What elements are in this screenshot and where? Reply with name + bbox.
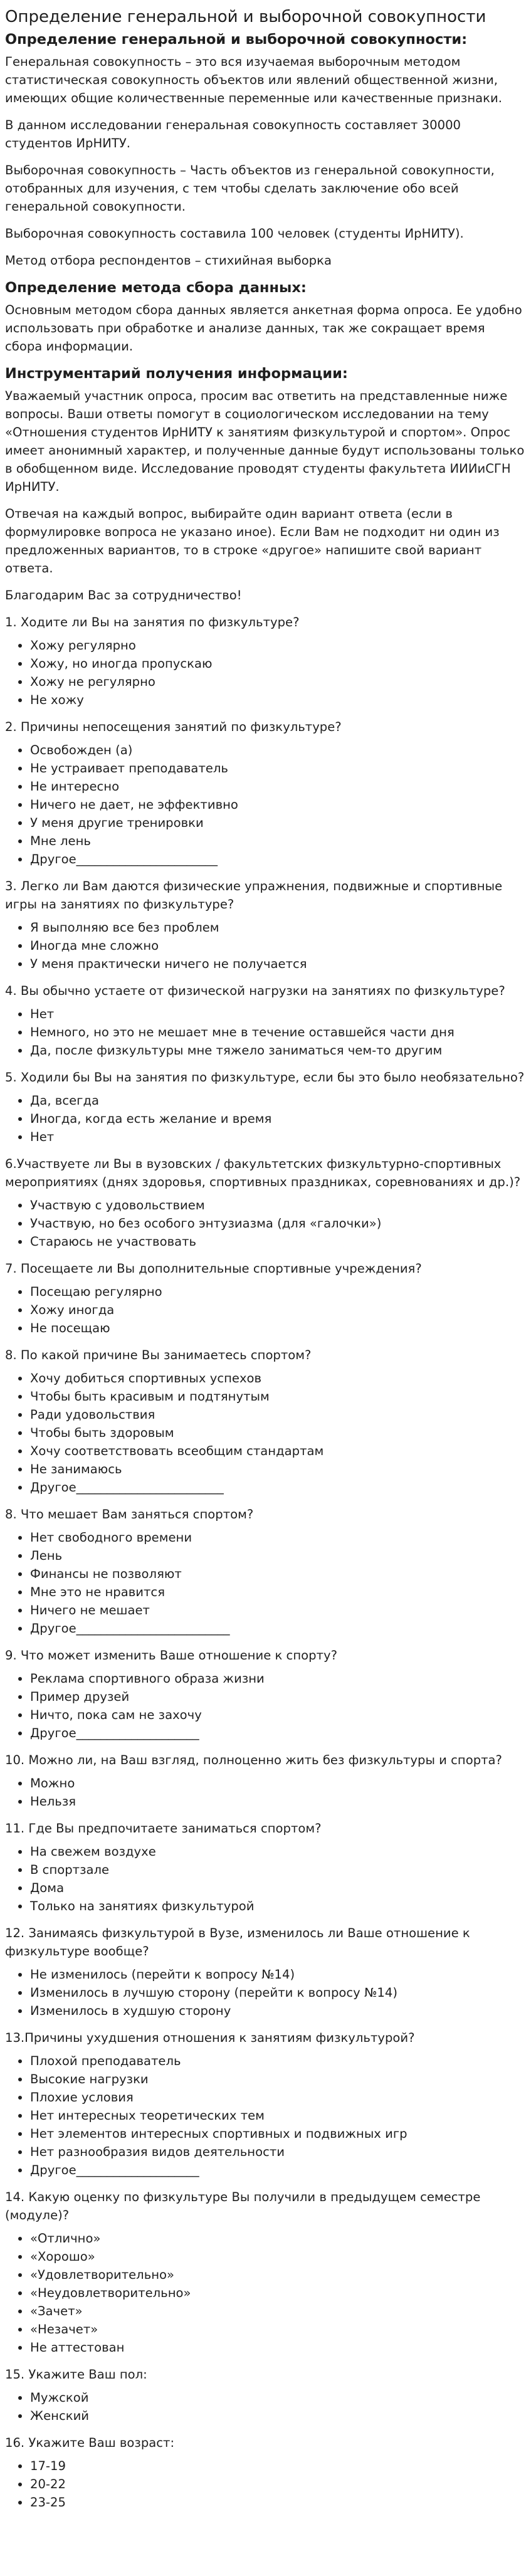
answer-option: • Мне это не нравится — [30, 1583, 526, 1601]
answer-option: • Посещаю регулярно — [30, 1283, 526, 1301]
answer-option: • Другое________________________ — [30, 1478, 526, 1496]
answer-options — [5, 1528, 526, 1638]
question-text: 3. Легко ли Вам даются физические упражнения, подвижные и спортивные игры на занятиях по физкультуре? — [5, 879, 503, 912]
section-heading: Определение генеральной и выборочной совокупности: — [5, 31, 468, 48]
question-text: 1. Ходите ли Вы на занятия по физкультуре? — [5, 615, 300, 629]
answer-option: • 23-25 — [30, 2493, 526, 2511]
question-block — [5, 2188, 526, 2357]
section-method — [5, 278, 526, 355]
answer-option: • Да, всегда — [30, 1091, 526, 1110]
answer-option: • Не аттестован — [30, 2338, 526, 2357]
answer-option: • Нет интересных теоретических тем — [30, 2106, 526, 2125]
question-block — [5, 1751, 526, 1811]
answer-options — [5, 1196, 526, 1251]
answer-option: • Ничто, пока сам не захочу — [30, 1706, 526, 1724]
answer-options — [5, 1843, 526, 1915]
paragraph: Генеральная совокупность – это вся изучаемая выборочным методом статистическая совокупность объектов или явлений общественной жизни, имеющих общие количественные переменные или качественные признаки. — [5, 55, 502, 105]
question-text: 15. Укажите Ваш пол: — [5, 2367, 147, 2382]
question-block — [5, 1259, 526, 1337]
question-text: 6.Участвуете ли Вы в вузовских / факультетских физкультурно-спортивных мероприятиях (днях здоровья, спортивных праздниках, соревнованиях и др.)? — [5, 1157, 521, 1189]
answer-option: • 20-22 — [30, 2475, 526, 2493]
paragraph: Основным методом сбора данных является анкетная форма опроса. Ее удобно использовать при обработке и анализе данных, так же сокращает время сбора информации. — [5, 303, 522, 354]
question-text: 16. Укажите Ваш возраст: — [5, 2436, 175, 2450]
question-text: 8. Что мешает Вам заняться спортом? — [5, 1507, 254, 1522]
answer-option: • У меня практически ничего не получается — [30, 955, 526, 973]
paragraph: Выборочная совокупность – Часть объектов из генеральной совокупности, отобранных для изучения, с тем чтобы сделать заключение обо всей генеральной совокупности. — [5, 163, 495, 214]
answer-option: • Дома — [30, 1879, 526, 1897]
answer-option: • Пример друзей — [30, 1688, 526, 1706]
answer-option: • Финансы не позволяют — [30, 1565, 526, 1583]
answer-option: • Хочу соответствовать всеобщим стандартам — [30, 1442, 526, 1460]
answer-options — [5, 2389, 526, 2425]
answer-option: • Другое____________________ — [30, 2161, 526, 2179]
section-instrument — [5, 364, 526, 604]
answer-options — [5, 2457, 526, 2511]
answer-options — [5, 1091, 526, 1146]
answer-option: • Не интересно — [30, 777, 526, 796]
answer-option: • Нет разнообразия видов деятельности — [30, 2143, 526, 2161]
answer-option: • На свежем воздухе — [30, 1843, 526, 1861]
paragraph: Уважаемый участник опроса, просим вас ответить на представленные ниже вопросы. Ваши ответы помогут в социологическом исследовании на тему «Отношения студентов ИрНИТУ к занятиям физкультурой и спортом». Опрос имеет анонимный характер, и полученные данные будут использованы только в обобщенном виде. Исследование проводят студенты факультета ИИИиСГН ИрНИТУ. — [5, 389, 525, 494]
page-title: Определение генеральной и выборочной совокупности — [5, 8, 486, 26]
question-block — [5, 1646, 526, 1742]
answer-options — [5, 1369, 526, 1496]
question-text: 5. Ходили бы Вы на занятия по физкультуре, если бы это было необязательно? — [5, 1070, 525, 1085]
answer-option: • «Отлично» — [30, 2229, 526, 2247]
question-block — [5, 613, 526, 709]
answer-option: • Хочу добиться спортивных успехов — [30, 1369, 526, 1387]
question-block — [5, 1068, 526, 1146]
answer-option: • 17-19 — [30, 2457, 526, 2475]
answer-option: • Освобожден (а) — [30, 741, 526, 759]
answer-option: • Можно — [30, 1774, 526, 1792]
answer-option: • Я выполняю все без проблем — [30, 918, 526, 937]
question-text: 2. Причины непосещения занятий по физкультуре? — [5, 720, 342, 734]
answer-option: • Другое____________________ — [30, 1724, 526, 1742]
answer-option: • Иногда мне сложно — [30, 937, 526, 955]
answer-option: • Ради удовольствия — [30, 1406, 526, 1424]
answer-option: • Не посещаю — [30, 1319, 526, 1337]
answer-option: • Не устраивает преподаватель — [30, 759, 526, 777]
answer-option: • Ничего не дает, не эффективно — [30, 796, 526, 814]
answer-options — [5, 2052, 526, 2179]
question-text: 12. Занимаясь физкультурой в Вузе, изменилось ли Ваше отношение к физкультуре вообще? — [5, 1926, 470, 1958]
answer-option: • Изменилось в лучшую сторону (перейти к вопросу №14) — [30, 1984, 526, 2002]
answer-option: • Плохой преподаватель — [30, 2052, 526, 2070]
answer-option: • Хожу иногда — [30, 1301, 526, 1319]
answer-option: • Не хожу — [30, 691, 526, 709]
question-text: 14. Какую оценку по физкультуре Вы получили в предыдущем семестре (модуле)? — [5, 2190, 481, 2222]
question-block — [5, 1155, 526, 1251]
question-block — [5, 982, 526, 1059]
answer-option: • «Зачет» — [30, 2302, 526, 2320]
paragraph: Метод отбора респондентов – стихийная выборка — [5, 253, 332, 268]
answer-option: • Нет элементов интересных спортивных и подвижных игр — [30, 2125, 526, 2143]
answer-option: • Нет свободного времени — [30, 1528, 526, 1547]
paragraph: Выборочная совокупность составила 100 человек (студенты ИрНИТУ). — [5, 226, 464, 241]
section-heading: Инструментарий получения информации: — [5, 365, 348, 382]
question-block — [5, 1924, 526, 2020]
answer-options — [5, 1774, 526, 1811]
answer-option: • Другое_________________________ — [30, 1619, 526, 1638]
answer-option: • Только на занятиях физкультурой — [30, 1897, 526, 1915]
answer-option: • Не изменилось (перейти к вопросу №14) — [30, 1965, 526, 1984]
answer-options — [5, 1005, 526, 1059]
section-sample — [5, 30, 526, 270]
section-heading: Определение метода сбора данных: — [5, 280, 307, 296]
answer-option: • Нет — [30, 1005, 526, 1023]
question-block — [5, 2365, 526, 2425]
answer-option: • У меня другие тренировки — [30, 814, 526, 832]
answer-option: • Не занимаюсь — [30, 1460, 526, 1478]
answer-option: • Другое_______________________ — [30, 850, 526, 868]
question-block — [5, 2029, 526, 2179]
answer-option: • Участвую, но без особого энтузиазма (для «галочки») — [30, 1214, 526, 1233]
question-text: 4. Вы обычно устаете от физической нагрузки на занятиях по физкультуре? — [5, 984, 505, 998]
question-text: 9. Что может изменить Ваше отношение к спорту? — [5, 1648, 337, 1663]
answer-option: • Лень — [30, 1547, 526, 1565]
answer-option: • Изменилось в худшую сторону — [30, 2002, 526, 2020]
answer-option: • Чтобы быть красивым и подтянутым — [30, 1387, 526, 1406]
question-text: 10. Можно ли, на Ваш взгляд, полноценно жить без физкультуры и спорта? — [5, 1753, 502, 1767]
answer-option: • Нельзя — [30, 1792, 526, 1811]
answer-option: • «Неудовлетворительно» — [30, 2284, 526, 2302]
paragraph: Отвечая на каждый вопрос, выбирайте один вариант ответа (если в формулировке вопроса не указано иное). Если Вам не подходит ни один из предложенных вариантов, то в строке «другое» напишите свой вариант ответа. — [5, 507, 500, 576]
questionnaire — [5, 613, 526, 2511]
answer-option: • Хожу не регулярно — [30, 673, 526, 691]
answer-options — [5, 2229, 526, 2357]
answer-options — [5, 1283, 526, 1337]
answer-options — [5, 636, 526, 709]
answer-option: • «Хорошо» — [30, 2247, 526, 2266]
answer-option: • Нет — [30, 1128, 526, 1146]
answer-options — [5, 918, 526, 973]
question-block — [5, 1819, 526, 1915]
answer-option: • Участвую с удовольствием — [30, 1196, 526, 1214]
answer-option: • «Удовлетворительно» — [30, 2266, 526, 2284]
answer-option: • Да, после физкультуры мне тяжело заниматься чем-то другим — [30, 1041, 526, 1059]
answer-option: • Реклама спортивного образа жизни — [30, 1669, 526, 1688]
answer-option: • Немного, но это не мешает мне в течение оставшейся части дня — [30, 1023, 526, 1041]
question-block — [5, 2434, 526, 2511]
question-block — [5, 1346, 526, 1496]
answer-option: • Стараюсь не участвовать — [30, 1233, 526, 1251]
answer-option: • Плохие условия — [30, 2088, 526, 2106]
question-text: 13.Причины ухудшения отношения к занятиям физкультурой? — [5, 2031, 415, 2045]
question-text: 8. По какой причине Вы занимаетесь спортом? — [5, 1348, 312, 1362]
answer-options — [5, 1965, 526, 2020]
answer-options — [5, 1669, 526, 1742]
answer-option: • Хожу, но иногда пропускаю — [30, 655, 526, 673]
answer-option: • Мужской — [30, 2389, 526, 2407]
answer-option: • Хожу регулярно — [30, 636, 526, 655]
question-block — [5, 1505, 526, 1638]
answer-options — [5, 741, 526, 868]
answer-option: • Мне лень — [30, 832, 526, 850]
paragraph: В данном исследовании генеральная совокупность составляет 30000 студентов ИрНИТУ. — [5, 118, 461, 150]
question-text: 7. Посещаете ли Вы дополнительные спортивные учреждения? — [5, 1261, 422, 1276]
paragraph: Благодарим Вас за сотрудничество! — [5, 588, 242, 602]
question-block — [5, 718, 526, 868]
question-text: 11. Где Вы предпочитаете заниматься спортом? — [5, 1821, 322, 1836]
question-block — [5, 877, 526, 973]
answer-option: • «Незачет» — [30, 2320, 526, 2338]
answer-option: • В спортзале — [30, 1861, 526, 1879]
answer-option: • Ничего не мешает — [30, 1601, 526, 1619]
answer-option: • Чтобы быть здоровым — [30, 1424, 526, 1442]
answer-option: • Иногда, когда есть желание и время — [30, 1110, 526, 1128]
answer-option: • Высокие нагрузки — [30, 2070, 526, 2088]
answer-option: • Женский — [30, 2407, 526, 2425]
